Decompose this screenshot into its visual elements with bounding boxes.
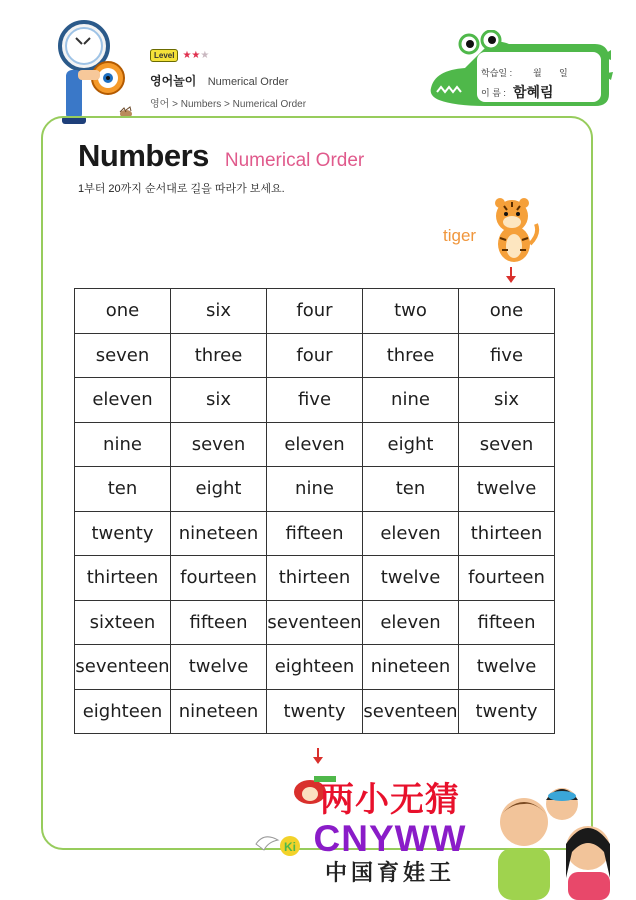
page-title-main: Numbers: [78, 138, 209, 173]
star-filled-icon: ★★: [182, 49, 201, 61]
grid-row: [75, 689, 555, 734]
page-title: [78, 138, 364, 174]
breadcrumb: 영어 > Numbers > Numerical Order: [150, 99, 307, 110]
grid-cell: seventeen: [267, 600, 363, 645]
grid-cell: nine: [75, 422, 171, 467]
watermark-line1: 两小无猜: [320, 781, 460, 819]
header-title-ko: 영어놀이: [150, 74, 197, 88]
grid-cell: fifteen: [267, 511, 363, 556]
grid-cell: nine: [363, 378, 459, 423]
level-badge: Level: [150, 49, 178, 62]
grid-cell: two: [363, 289, 459, 334]
grid-cell: twenty: [459, 689, 555, 734]
grid-row: [75, 600, 555, 645]
grid-cell: fifteen: [459, 600, 555, 645]
grid-cell: seven: [459, 422, 555, 467]
day-label: 일: [559, 68, 568, 78]
star-empty-icon: ★: [200, 49, 210, 61]
grid-cell: twenty: [267, 689, 363, 734]
grid-cell: fourteen: [459, 556, 555, 601]
grid-cell: fifteen: [171, 600, 267, 645]
grid-cell: seven: [75, 333, 171, 378]
grid-cell: four: [267, 289, 363, 334]
grid-row: [75, 467, 555, 512]
grid-cell: five: [267, 378, 363, 423]
grid-cell: twelve: [459, 467, 555, 512]
header-info: [150, 48, 306, 110]
name-label: 이 름 :: [481, 88, 506, 98]
grid-cell: thirteen: [459, 511, 555, 556]
grid-cell: eighteen: [75, 689, 171, 734]
grid-cell: ten: [75, 467, 171, 512]
grid-cell: eleven: [267, 422, 363, 467]
grid-row: [75, 422, 555, 467]
page-title-sub: Numerical Order: [224, 150, 365, 171]
grid-cell: three: [363, 333, 459, 378]
wing-logo-icon: [252, 832, 302, 858]
grid-cell: sixteen: [75, 600, 171, 645]
month-label: 월: [533, 68, 542, 78]
grid-cell: fourteen: [171, 556, 267, 601]
svg-text:Ki: Ki: [284, 840, 296, 854]
grid-cell: one: [75, 289, 171, 334]
grid-row: [75, 378, 555, 423]
header-title: [150, 72, 306, 89]
grid-cell: three: [171, 333, 267, 378]
grid-cell: nineteen: [363, 645, 459, 690]
grid-cell: six: [459, 378, 555, 423]
grid-row: [75, 645, 555, 690]
number-grid: [74, 288, 555, 734]
instruction-text: 1부터 20까지 순서대로 길을 따라가 보세요.: [78, 183, 285, 195]
grid-cell: twelve: [459, 645, 555, 690]
grid-cell: eleven: [363, 511, 459, 556]
grid-cell: thirteen: [75, 556, 171, 601]
tiger-icon: [486, 194, 542, 264]
grid-cell: seventeen: [363, 689, 459, 734]
grid-cell: six: [171, 378, 267, 423]
start-label: tiger: [443, 226, 477, 245]
name-value: 함혜림: [513, 84, 554, 100]
watermark-line2: CNYWW: [313, 818, 467, 859]
grid-cell: nineteen: [171, 511, 267, 556]
grid-row: [75, 333, 555, 378]
grid-cell: twelve: [171, 645, 267, 690]
grid-cell: thirteen: [267, 556, 363, 601]
grid-cell: nine: [267, 467, 363, 512]
children-illustration-icon: [480, 782, 630, 900]
grid-cell: six: [171, 289, 267, 334]
grid-cell: one: [459, 289, 555, 334]
grid-cell: ten: [363, 467, 459, 512]
grid-cell: eighteen: [267, 645, 363, 690]
grid-cell: twelve: [363, 556, 459, 601]
start-arrow-icon: [506, 267, 516, 283]
grid-cell: eleven: [363, 600, 459, 645]
grid-cell: five: [459, 333, 555, 378]
watermark: [300, 780, 480, 888]
date-label: 학습일 :: [481, 68, 513, 78]
watermark-line3: 中国育娃王: [324, 860, 455, 885]
grid-row: [75, 511, 555, 556]
grid-cell: eleven: [75, 378, 171, 423]
grid-cell: eight: [363, 422, 459, 467]
header-title-en: Numerical Order: [207, 76, 289, 88]
study-card: [425, 30, 615, 112]
level-row: [150, 48, 306, 62]
grid-row: [75, 556, 555, 601]
end-arrow-icon: [313, 748, 323, 764]
grid-cell: eight: [171, 467, 267, 512]
grid-cell: seven: [171, 422, 267, 467]
grid-row: [75, 289, 555, 334]
grid-cell: nineteen: [171, 689, 267, 734]
grid-cell: four: [267, 333, 363, 378]
grid-cell: twenty: [75, 511, 171, 556]
grid-cell: seventeen: [75, 645, 171, 690]
level-stars: [182, 50, 209, 61]
